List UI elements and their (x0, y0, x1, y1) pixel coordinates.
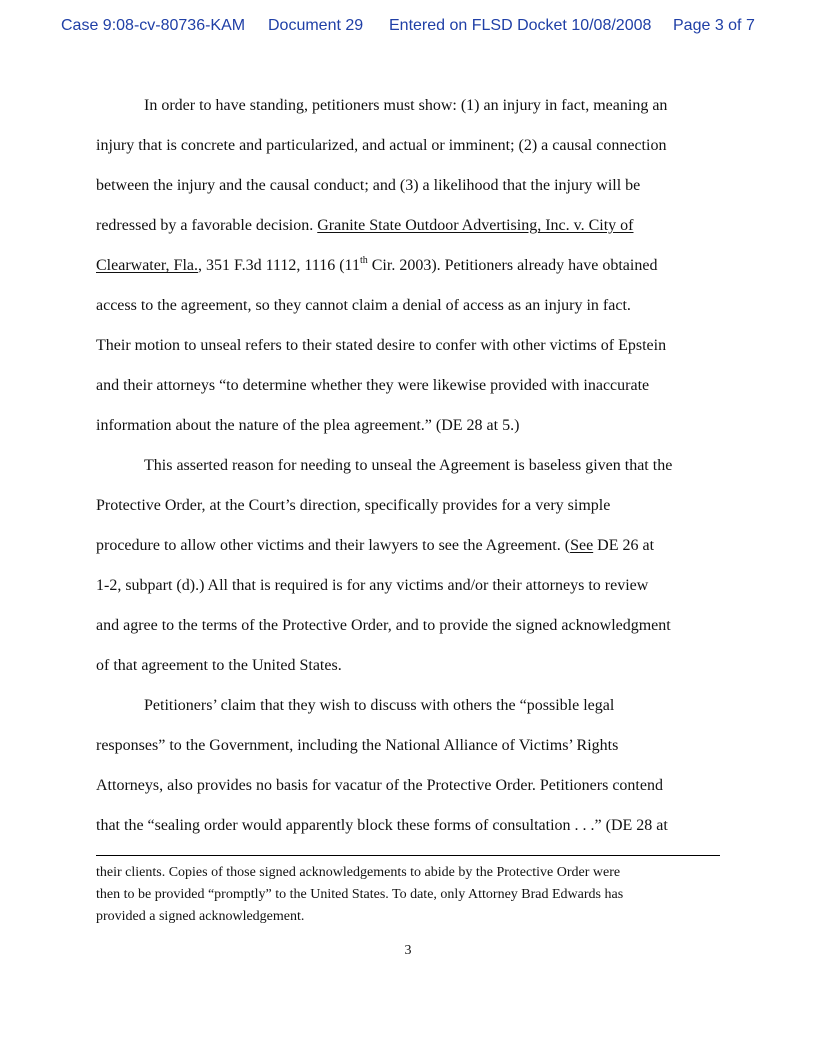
text-line: This asserted reason for needing to unseal the Agreement is baseless given that the (144, 457, 673, 474)
ordinal-superscript: th (359, 255, 368, 266)
footnote-line: provided a signed acknowledgement. (96, 909, 305, 924)
docket-header (0, 17, 816, 39)
page-number: 3 (404, 943, 412, 958)
case-number: Case 9:08-cv-80736-KAM (61, 17, 246, 34)
document-number: Document 29 (268, 17, 364, 34)
footnote-line: their clients. Copies of those signed acknowledgements to abide by the Protective Order were (96, 865, 621, 880)
text-line: Their motion to unseal refers to their stated desire to confer with other victims of Epstein (96, 337, 667, 354)
page-counter: Page 3 of 7 (673, 17, 755, 34)
case-citation: Clearwater, Fla. (96, 257, 198, 274)
text-segment: redressed by a favorable decision. (96, 217, 318, 234)
text-line: that the “sealing order would apparently block these forms of consultation . . .” (DE 28 at (96, 817, 668, 834)
text-line: access to the agreement, so they cannot claim a denial of access as an injury in fact. (96, 297, 631, 314)
text-line: information about the nature of the plea agreement.” (DE 28 at 5.) (96, 417, 520, 434)
docket-entry-date: Entered on FLSD Docket 10/08/2008 (389, 17, 652, 34)
text-line: 1-2, subpart (d).) All that is required is for any victims and/or their attorneys to review (96, 577, 649, 594)
text-segment: Cir. 2003). Petitioners already have obtained (367, 257, 658, 274)
text-line (96, 206, 719, 246)
footnote (96, 862, 719, 928)
text-line: and their attorneys “to determine whether they were likewise provided with inaccurate (96, 377, 650, 394)
text-line: responses” to the Government, including the National Alliance of Victims’ Rights (96, 737, 619, 754)
see-signal: See (570, 537, 594, 554)
text-segment: DE 26 at (593, 537, 655, 554)
text-line (96, 526, 719, 566)
text-line: and agree to the terms of the Protective Order, and to provide the signed acknowledgment (96, 617, 671, 634)
text-line: Attorneys, also provides no basis for vacatur of the Protective Order. Petitioners contend (96, 777, 663, 794)
text-line: Protective Order, at the Court’s direction, specifically provides for a very simple (96, 497, 611, 514)
text-segment: , 351 F.3d 1112, 1116 (11 (197, 257, 360, 274)
text-line: In order to have standing, petitioners must show: (1) an injury in fact, meaning an (144, 97, 668, 114)
text-line: Petitioners’ claim that they wish to discuss with others the “possible legal (144, 697, 615, 714)
text-line: injury that is concrete and particularized, and actual or imminent; (2) a causal connection (96, 137, 667, 154)
text-line: of that agreement to the United States. (96, 657, 342, 674)
text-line (96, 246, 719, 286)
body-text (96, 86, 719, 846)
footnote-line: then to be provided “promptly” to the United States. To date, only Attorney Brad Edwards has (96, 887, 624, 902)
footnote-divider (96, 855, 720, 856)
text-segment: procedure to allow other victims and their lawyers to see the Agreement. ( (96, 537, 571, 554)
text-line: between the injury and the causal conduct; and (3) a likelihood that the injury will be (96, 177, 641, 194)
case-citation: Granite State Outdoor Advertising, Inc. v. City of (317, 217, 634, 234)
